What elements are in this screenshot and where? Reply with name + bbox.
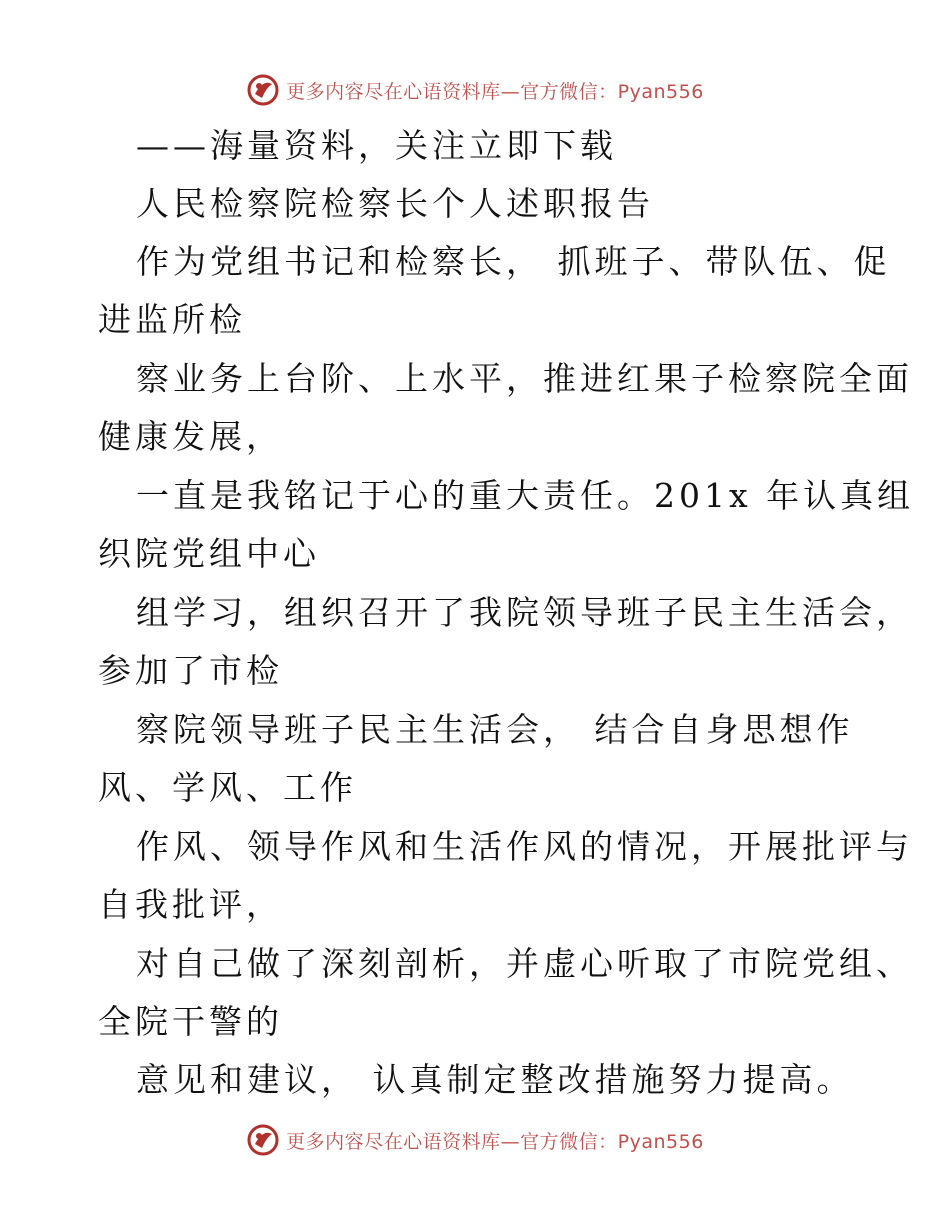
text-line: 意见和建议， 认真制定整改措施努力提高。 [136,1060,854,1099]
text-line: 风、学风、工作 [98,768,357,807]
header-banner [0,70,950,110]
text-line: 进监所检 [98,300,246,339]
text-line: 参加了市检 [98,651,283,690]
text-line: 全院干警的 [98,1002,283,1041]
text-line: 一直是我铭记于心的重大责任。201x 年认真组 [136,476,915,515]
banner-text: 更多内容尽在心语资料库—官方微信：Pyan556 [286,80,704,103]
text-line: 对自己做了深刻剖析，并虚心听取了市院党组、 [136,944,913,983]
banner-text: 更多内容尽在心语资料库—官方微信：Pyan556 [286,1130,704,1153]
text-line: 察院领导班子民主生活会， 结合自身思想作 [136,710,854,749]
text-line: ——海量资料，关注立即下载 [136,126,617,165]
text-line: 察业务上台阶、上水平，推进红果子检察院全面 [136,359,913,398]
logo-icon [246,1123,280,1157]
text-line: 作为党组书记和检察长， 抓班子、带队伍、促 [136,242,891,281]
text-line: 自我批评， [98,885,283,924]
text-line: 作风、领导作风和生活作风的情况，开展批评与 [136,827,913,866]
text-line: 健康发展， [98,417,283,456]
text-line: 织院党组中心 [98,534,320,573]
text-line: 组学习，组织召开了我院领导班子民主生活会， [136,593,913,632]
footer-banner [0,1120,950,1160]
text-line: 人民检察院检察长个人述职报告 [136,184,654,223]
logo-icon [246,73,280,107]
